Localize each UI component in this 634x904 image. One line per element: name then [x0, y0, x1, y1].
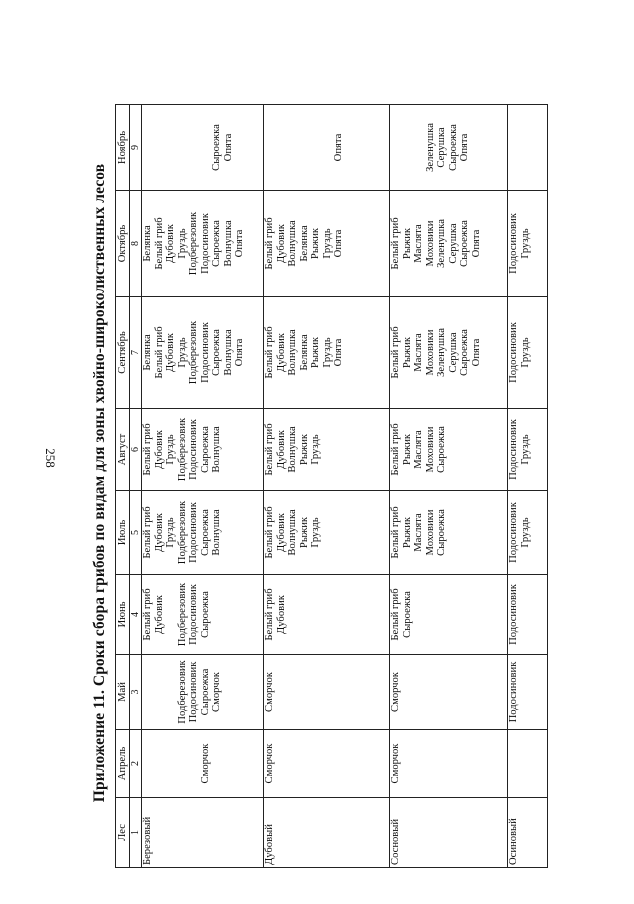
line-gap [200, 107, 212, 188]
mushroom-name: Опята [234, 229, 245, 258]
mushroom-list-cell [142, 655, 264, 730]
mushroom-list-cell [390, 191, 508, 297]
mushroom-name: Белый гриб [264, 588, 275, 641]
appendix-title: Приложение 11. Сроки сбора грибов по видам для зоны хвойно-широколиственных лесов [91, 163, 108, 803]
mushroom-name: Белый гриб [264, 217, 275, 270]
mushroom-name: Волнушка [211, 509, 222, 556]
mushroom-list-cell [508, 409, 548, 491]
line-gap [165, 107, 177, 188]
line-gap [310, 107, 322, 188]
line-gap [165, 577, 177, 652]
column-index: 5 [130, 491, 142, 575]
mushroom-name: Зеленушка [436, 219, 447, 268]
mushroom-name: Белый гриб [390, 326, 401, 379]
mushroom-name: Зеленушка [424, 123, 436, 172]
mushroom-name: Волнушка [287, 220, 298, 267]
column-header: Лес [116, 798, 130, 868]
mushroom-list-cell [390, 105, 508, 191]
mushroom-name: Сыроежка [199, 591, 211, 638]
mushroom-name: Груздь [310, 517, 321, 548]
mushroom-name: Сыроежка [199, 668, 211, 716]
column-index: 1 [130, 798, 142, 868]
line-gap [264, 107, 276, 188]
forest-type-cell: Осиновый [508, 798, 548, 868]
mushroom-name: Волнушка [222, 220, 234, 267]
mushroom-list-cell [508, 655, 548, 730]
line-gap [276, 107, 288, 188]
mushroom-name: Груздь [519, 228, 531, 259]
mushroom-name: Груздь [165, 434, 176, 465]
mushroom-name: Подосиновик [508, 322, 519, 383]
mushroom-name: Подосиновик [508, 213, 519, 274]
mushroom-name: Дубовик [153, 430, 165, 469]
line-gap [287, 107, 299, 188]
line-gap [413, 107, 425, 188]
column-header: Ноябрь [116, 105, 130, 191]
column-index: 6 [130, 409, 142, 491]
mushroom-list-cell [508, 105, 548, 191]
mushroom-name: Сыроежка [211, 124, 222, 171]
mushroom-list-cell [142, 191, 264, 297]
mushroom-name: Белый гриб [390, 506, 401, 559]
column-index: 2 [130, 730, 142, 798]
mushroom-name: Опята [333, 338, 344, 367]
mushroom-name: Опята [234, 338, 245, 367]
mushroom-list-cell [390, 655, 508, 730]
mushroom-name: Сыроежка [436, 509, 447, 556]
mushroom-season-table [115, 104, 548, 868]
mushroom-name: Рыжик [401, 516, 413, 549]
mushroom-name: Белый гриб [390, 217, 401, 270]
line-gap [142, 732, 154, 795]
line-gap [322, 107, 334, 188]
mushroom-name: Подберезовик [176, 500, 188, 565]
mushroom-name: Волнушка [287, 426, 298, 473]
mushroom-name: Белый гриб [142, 506, 153, 559]
mushroom-name: Сыроежка [199, 509, 211, 556]
mushroom-list-cell [390, 730, 508, 798]
mushroom-name: Белянка [298, 225, 310, 262]
mushroom-name: Подосиновик [188, 419, 199, 480]
mushroom-name: Дубовик [165, 224, 176, 263]
mushroom-list-cell [508, 730, 548, 798]
mushroom-name: Рыжик [310, 336, 321, 369]
mushroom-list-cell [142, 730, 264, 798]
mushroom-name: Подберезовик [188, 320, 199, 385]
column-header: Октябрь [116, 191, 130, 297]
mushroom-name: Рыжик [310, 227, 321, 260]
mushroom-name: Подберезовик [176, 582, 188, 647]
mushroom-list-cell [264, 655, 390, 730]
rotated-page-content [85, 98, 531, 868]
mushroom-list-cell [508, 191, 548, 297]
mushroom-name: Подберезовик [176, 660, 188, 724]
mushroom-name: Опята [333, 133, 344, 162]
mushroom-name: Груздь [519, 434, 531, 465]
column-header: Апрель [116, 730, 130, 798]
mushroom-name: Дубовик [275, 333, 287, 372]
mushroom-name: Сыроежка [447, 124, 459, 171]
mushroom-name: Дубовик [153, 595, 165, 634]
mushroom-list-cell [508, 491, 548, 575]
mushroom-name: Подосиновик [508, 502, 519, 563]
mushroom-name: Волнушка [211, 426, 222, 473]
mushroom-name: Белянка [298, 334, 310, 371]
mushroom-name: Опята [222, 133, 234, 162]
mushroom-name: Дубовик [165, 333, 176, 372]
mushroom-name: Сыроежка [211, 220, 222, 267]
mushroom-name: Груздь [321, 337, 333, 368]
mushroom-name: Подосиновик [508, 419, 519, 480]
mushroom-name: Подосиновик [199, 322, 211, 383]
mushroom-list-cell [142, 491, 264, 575]
mushroom-name: Рыжик [401, 433, 413, 466]
line-gap [177, 732, 189, 795]
line-gap [390, 107, 402, 188]
column-index: 8 [130, 191, 142, 297]
mushroom-name: Волнушка [287, 329, 298, 376]
mushroom-name: Рыжик [298, 516, 310, 549]
mushroom-list-cell [390, 297, 508, 409]
forest-type-cell: Сосновый [390, 798, 508, 868]
mushroom-name: Опята [470, 229, 482, 258]
mushroom-list-cell [142, 575, 264, 655]
column-header: Июнь [116, 575, 130, 655]
line-gap [299, 107, 311, 188]
mushroom-list-cell [390, 409, 508, 491]
mushroom-name: Белянка [142, 225, 153, 262]
line-gap [402, 107, 414, 188]
mushroom-name: Груздь [176, 228, 188, 259]
line-gap [165, 732, 177, 795]
mushroom-name: Сыроежка [211, 329, 222, 376]
mushroom-name: Белый гриб [264, 423, 275, 476]
mushroom-name: Белый гриб [153, 217, 165, 270]
mushroom-name: Дубовик [275, 430, 287, 469]
mushroom-name: Дубовик [275, 513, 287, 552]
mushroom-list-cell [264, 191, 390, 297]
mushroom-list-cell [390, 575, 508, 655]
mushroom-name: Подберезовик [188, 211, 199, 276]
mushroom-name: Сыроежка [459, 329, 470, 376]
mushroom-name: Рыжик [401, 227, 413, 260]
column-header: Июль [116, 491, 130, 575]
mushroom-name: Маслята [413, 513, 424, 552]
mushroom-list-cell [264, 297, 390, 409]
column-index: 3 [130, 655, 142, 730]
line-gap [154, 107, 166, 188]
mushroom-name: Маслята [413, 430, 424, 469]
mushroom-name: Подосиновик [188, 502, 199, 563]
mushroom-name: Подосиновик [199, 213, 211, 274]
mushroom-name: Сморчок [390, 672, 401, 712]
mushroom-name: Сморчок [264, 672, 275, 712]
mushroom-name: Сыроежка [199, 426, 211, 473]
mushroom-list-cell [390, 491, 508, 575]
column-header: Сентябрь [116, 297, 130, 409]
mushroom-name: Белый гриб [142, 588, 153, 641]
mushroom-name: Белый гриб [264, 326, 275, 379]
mushroom-name: Белый гриб [153, 326, 165, 379]
mushroom-name: Серушка [436, 127, 447, 168]
mushroom-name: Груздь [310, 434, 321, 465]
table-row [508, 105, 548, 868]
mushroom-name: Сморчок [211, 672, 222, 712]
mushroom-list-cell [508, 575, 548, 655]
table-index-row [130, 105, 142, 868]
line-gap [177, 107, 189, 188]
mushroom-name: Белый гриб [142, 423, 153, 476]
line-gap [142, 107, 154, 188]
mushroom-name: Дубовик [275, 595, 287, 634]
mushroom-list-cell [264, 575, 390, 655]
table-row [142, 105, 264, 868]
mushroom-list-cell [142, 105, 264, 191]
mushroom-name: Рыжик [401, 336, 413, 369]
mushroom-name: Зеленушка [436, 328, 447, 377]
forest-type-cell: Березовый [142, 798, 264, 868]
mushroom-name: Маслята [413, 224, 424, 263]
line-gap [142, 657, 154, 727]
mushroom-name: Подосиновик [188, 661, 199, 723]
mushroom-list-cell [142, 297, 264, 409]
mushroom-name: Груздь [519, 517, 531, 548]
line-gap [188, 732, 200, 795]
mushroom-name: Подосиновик [508, 584, 519, 645]
mushroom-name: Рыжик [298, 433, 310, 466]
mushroom-name: Сморчок [264, 743, 275, 784]
mushroom-name: Груздь [176, 337, 188, 368]
mushroom-name: Дубовик [153, 513, 165, 552]
line-gap [188, 107, 200, 188]
mushroom-name: Дубовик [275, 224, 287, 263]
mushroom-name: Подосиновик [508, 661, 519, 723]
mushroom-list-cell [264, 409, 390, 491]
mushroom-name: Сморчок [390, 743, 401, 784]
line-gap [154, 657, 166, 727]
mushroom-list-cell [142, 409, 264, 491]
mushroom-name: Опята [470, 338, 482, 367]
forest-type-cell: Дубовый [264, 798, 390, 868]
column-header: Май [116, 655, 130, 730]
mushroom-name: Подосиновик [188, 584, 199, 645]
mushroom-name: Подберезовик [176, 417, 188, 482]
mushroom-name: Груздь [165, 517, 176, 548]
mushroom-name: Серушка [447, 223, 459, 264]
mushroom-name: Белый гриб [390, 588, 401, 641]
table-row [390, 105, 508, 868]
table-header-row [116, 105, 130, 868]
column-header: Август [116, 409, 130, 491]
column-index: 9 [130, 105, 142, 191]
mushroom-name: Маслята [413, 333, 424, 372]
mushroom-name: Белый гриб [390, 423, 401, 476]
mushroom-list-cell [264, 730, 390, 798]
column-index: 7 [130, 297, 142, 409]
mushroom-name: Сыроежка [401, 591, 413, 638]
mushroom-name: Волнушка [222, 329, 234, 376]
mushroom-list-cell [264, 491, 390, 575]
mushroom-name: Моховики [424, 509, 436, 556]
mushroom-name: Моховики [424, 426, 436, 473]
mushroom-name: Сморчок [199, 743, 211, 784]
mushroom-name: Опята [459, 133, 470, 162]
table-row [264, 105, 390, 868]
mushroom-name: Груздь [321, 228, 333, 259]
mushroom-name: Белый гриб [264, 506, 275, 559]
line-gap [154, 732, 166, 795]
mushroom-list-cell [508, 297, 548, 409]
line-gap [165, 657, 177, 727]
mushroom-name: Моховики [424, 220, 436, 267]
mushroom-list-cell [264, 105, 390, 191]
mushroom-name: Серушка [447, 332, 459, 373]
mushroom-name: Груздь [519, 337, 531, 368]
mushroom-name: Белянка [142, 334, 153, 371]
mushroom-name: Моховики [424, 329, 436, 376]
table-body [142, 105, 548, 868]
mushroom-name: Опята [333, 229, 344, 258]
column-index: 4 [130, 575, 142, 655]
mushroom-name: Волнушка [287, 509, 298, 556]
page-number: 258 [43, 448, 58, 468]
mushroom-name: Сыроежка [436, 426, 447, 473]
mushroom-name: Сыроежка [459, 220, 470, 267]
